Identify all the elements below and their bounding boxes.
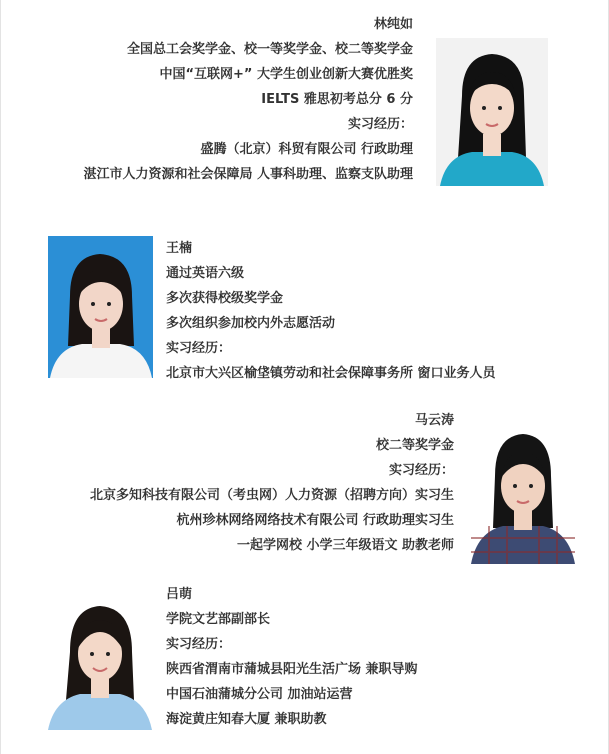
profile-4-line-3: 陕西省渭南市蒲城县阳光生活广场 兼职导购 — [166, 662, 418, 677]
profile-2-text — [166, 236, 586, 386]
profile-4-line-2: 实习经历： — [166, 637, 232, 652]
profile-4-name: 吕萌 — [166, 587, 193, 602]
eye-left — [90, 652, 94, 656]
profile-2-line-1: 通过英语六级 — [166, 266, 245, 281]
profile-1-line-5: 盛腾（北京）科贸有限公司 行政助理 — [200, 142, 413, 157]
eye-left — [91, 302, 95, 306]
profile-4-line-1: 学院文艺部副部长 — [166, 612, 271, 627]
profile-3-portrait — [471, 416, 575, 564]
profile-1-line-1: 全国总工会奖学金、校一等奖学金、校二等奖学金 — [126, 42, 413, 57]
eye-right — [106, 652, 110, 656]
profile-3-line-1: 校二等奖学金 — [375, 438, 454, 453]
profile-card-2 — [0, 230, 609, 390]
profile-card-3 — [0, 400, 609, 570]
profile-2-photo — [48, 236, 153, 378]
profile-3-photo — [471, 416, 575, 564]
profile-1-line-6: 湛江市人力资源和社会保障局 人事科助理、监察支队助理 — [83, 167, 413, 182]
eye-left — [513, 484, 517, 488]
profile-4-portrait — [48, 590, 152, 730]
profile-3-text — [24, 408, 454, 558]
profile-card-4 — [0, 582, 609, 754]
profile-3-line-2: 实习经历： — [388, 463, 454, 478]
profile-1-name: 林纯如 — [373, 17, 413, 32]
profile-2-line-2: 多次获得校级奖学金 — [166, 291, 284, 306]
profile-4-line-4: 中国石油蒲城分公司 加油站运营 — [166, 687, 353, 702]
profile-1-line-4: 实习经历： — [347, 117, 413, 132]
profile-2-line-4: 实习经历： — [166, 341, 232, 356]
eye-right — [107, 302, 111, 306]
neck — [483, 134, 501, 156]
profile-1-line-3: IELTS 雅思初考总分 6 分 — [261, 92, 413, 107]
eye-right — [498, 106, 502, 110]
profile-4-line-5: 海淀黄庄知春大厦 兼职助教 — [166, 712, 327, 727]
profile-3-line-4: 杭州珍林网络网络技术有限公司 行政助理实习生 — [176, 513, 454, 528]
profile-3-line-3: 北京多知科技有限公司（考虫网）人力资源（招聘方向）实习生 — [89, 488, 454, 503]
profile-2-portrait — [48, 236, 153, 378]
profile-1-portrait — [436, 38, 548, 186]
profile-3-name: 马云涛 — [414, 413, 454, 428]
profile-4-photo — [48, 590, 152, 730]
profile-1-text — [0, 12, 413, 187]
profile-card-1 — [0, 0, 609, 200]
profile-1-photo — [436, 38, 548, 186]
eye-left — [482, 106, 486, 110]
profile-2-line-3: 多次组织参加校内外志愿活动 — [166, 316, 336, 331]
profile-4-text — [166, 582, 586, 732]
profile-2-name: 王楠 — [166, 241, 193, 256]
eye-right — [529, 484, 533, 488]
profile-3-line-5: 一起学网校 小学三年级语文 助教老师 — [236, 538, 454, 553]
profile-2-line-5: 北京市大兴区榆垡镇劳动和社会保障事务所 窗口业务人员 — [166, 366, 496, 381]
profile-1-line-2: 中国“互联网+” 大学生创业创新大赛优胜奖 — [159, 67, 413, 82]
